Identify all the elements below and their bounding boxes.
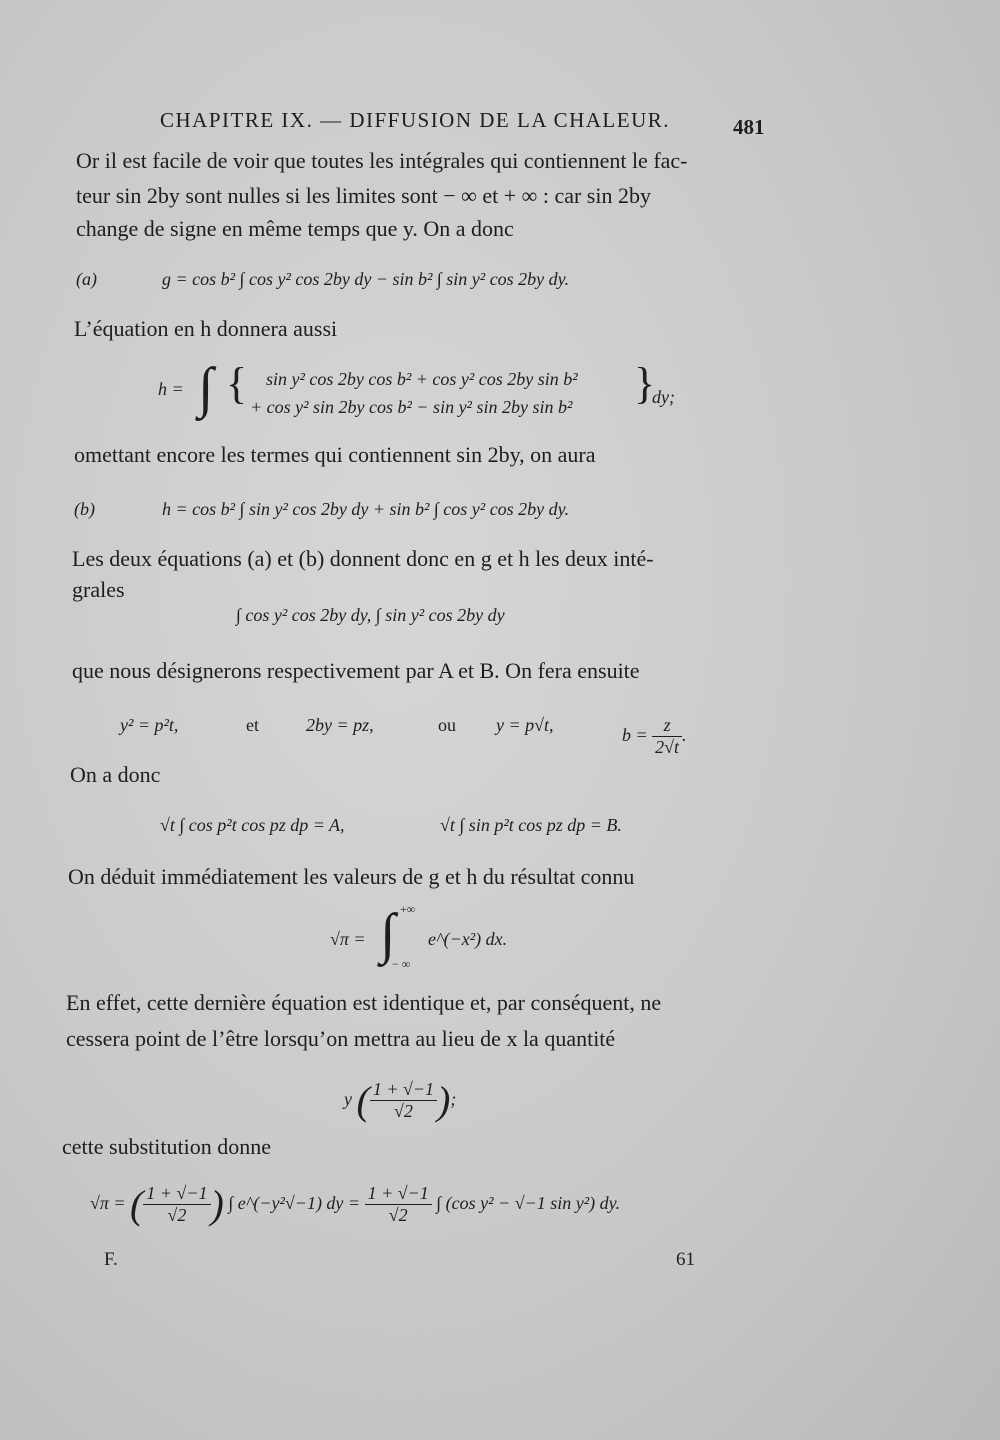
page-number: 481 (733, 115, 765, 139)
paragraph-1-line-1: Or il est facile de voir que toutes les intégrales qui contiennent le fac- (76, 148, 688, 173)
final-middle: ∫ e^(−y²√−1) dy = (228, 1192, 361, 1213)
final-fraction-2 (365, 1184, 432, 1225)
left-brace: { (226, 359, 248, 408)
equation-h-line-1: sin y² cos 2by cos b² + cos y² cos 2by sin b² (266, 369, 578, 389)
substitution-1: y² = p²t, (120, 715, 179, 735)
paragraph-1-line-2: teur sin 2by sont nulles si les limites sont − ∞ et + ∞ : car sin 2by (76, 183, 651, 208)
printer-signature: F. (104, 1249, 118, 1270)
paragraph-7: On déduit immédiatement les valeurs de g et h du résultat connu (68, 864, 635, 889)
paragraph-8-line-2: cessera point de l’être lorsqu’on mettra au lieu de x la quantité (66, 1026, 616, 1051)
fraction-denominator: √2 (167, 1204, 187, 1225)
substitution-ou: ou (438, 715, 456, 735)
gauss-integral-sign: ∫ (380, 903, 396, 965)
gauss-integrand: e^(−x²) dx. (428, 929, 508, 949)
substitution-4: b = $\frac{z}{2√t}$ . (622, 715, 687, 757)
gauss-lhs: √π = (330, 929, 366, 949)
sheet-number: 61 (676, 1249, 695, 1270)
final-end: ∫ (cos y² − √−1 sin y²) dy. (436, 1192, 621, 1213)
equation-b-tag: (b) (74, 499, 95, 519)
gauss-upper-limit: +∞ (400, 902, 416, 916)
gauss-lower-limit: − ∞ (392, 957, 411, 971)
final-lhs: √π = (90, 1192, 126, 1213)
equation-h-line-2: + cos y² sin 2by cos b² − sin y² sin 2by sin b² (250, 397, 573, 417)
left-paren: ( (130, 1181, 144, 1227)
left-paren: ( (356, 1077, 370, 1123)
substitution-4-lhs: b = (622, 724, 648, 745)
equation-b: h = cos b² ∫ sin y² cos 2by dy + sin b² ∫ cos y² cos 2by dy. (162, 499, 570, 519)
equation-h-lhs: h = (158, 379, 184, 399)
final-fraction-1 (143, 1184, 210, 1225)
equation-h-rhs: dy; (652, 387, 675, 407)
fraction-denominator: √2 (393, 1100, 413, 1121)
running-header: CHAPITRE IX. — DIFFUSION DE LA CHALEUR. (160, 108, 671, 132)
paragraph-4-line-2: grales (72, 577, 125, 602)
paragraph-8-line-1: En effet, cette dernière équation est identique et, par conséquent, ne (66, 990, 662, 1015)
integral-sign: ∫ (198, 357, 214, 419)
paragraph-1-line-3: change de signe en même temps que y. On a donc (76, 216, 514, 241)
substitution-2: 2by = pz, (306, 715, 374, 735)
fraction-numerator: 1 + √−1 (365, 1184, 432, 1205)
right-brace: } (634, 359, 656, 408)
fraction-numerator: z (652, 716, 682, 737)
final-equation (90, 1181, 621, 1227)
paragraph-2: L’équation en h donnera aussi (74, 316, 338, 341)
paragraph-3: omettant encore les termes qui contiennent sin 2by, on aura (74, 442, 596, 467)
substitution-et: et (246, 715, 259, 735)
right-paren: ) (437, 1077, 451, 1123)
equation-a-tag: (a) (76, 269, 97, 289)
paragraph-4-line-1: Les deux équations (a) et (b) donnent donc en g et h les deux inté- (72, 546, 654, 571)
equation-A: √t ∫ cos p²t cos pz dp = A, (160, 815, 345, 835)
sub-semicolon: ; (450, 1088, 457, 1109)
equation-a: g = cos b² ∫ cos y² cos 2by dy − sin b² ∫ sin y² cos 2by dy. (162, 269, 570, 289)
equation-B: √t ∫ sin p²t cos pz dp = B. (440, 815, 622, 835)
substitution-3: y = p√t, (496, 715, 554, 735)
fraction-numerator: 1 + √−1 (143, 1184, 210, 1205)
equation-integrals: ∫ cos y² cos 2by dy, ∫ sin y² cos 2by dy (236, 605, 505, 625)
fraction-denominator: 2√t (655, 736, 680, 757)
paragraph-5: que nous désignerons respectivement par A et B. On fera ensuite (72, 658, 640, 683)
sub-y: y (344, 1088, 352, 1109)
fraction-denominator: √2 (388, 1204, 408, 1225)
right-paren: ) (210, 1181, 224, 1227)
fraction-numerator: 1 + √−1 (370, 1080, 437, 1101)
paragraph-6: On a donc (70, 762, 161, 787)
fraction-1-plus-sqrt-minus-1 (370, 1080, 437, 1121)
paragraph-9: cette substitution donne (62, 1134, 271, 1159)
fraction-z-over-2-sqrt-t (652, 716, 682, 757)
substitution-expression (344, 1077, 457, 1123)
